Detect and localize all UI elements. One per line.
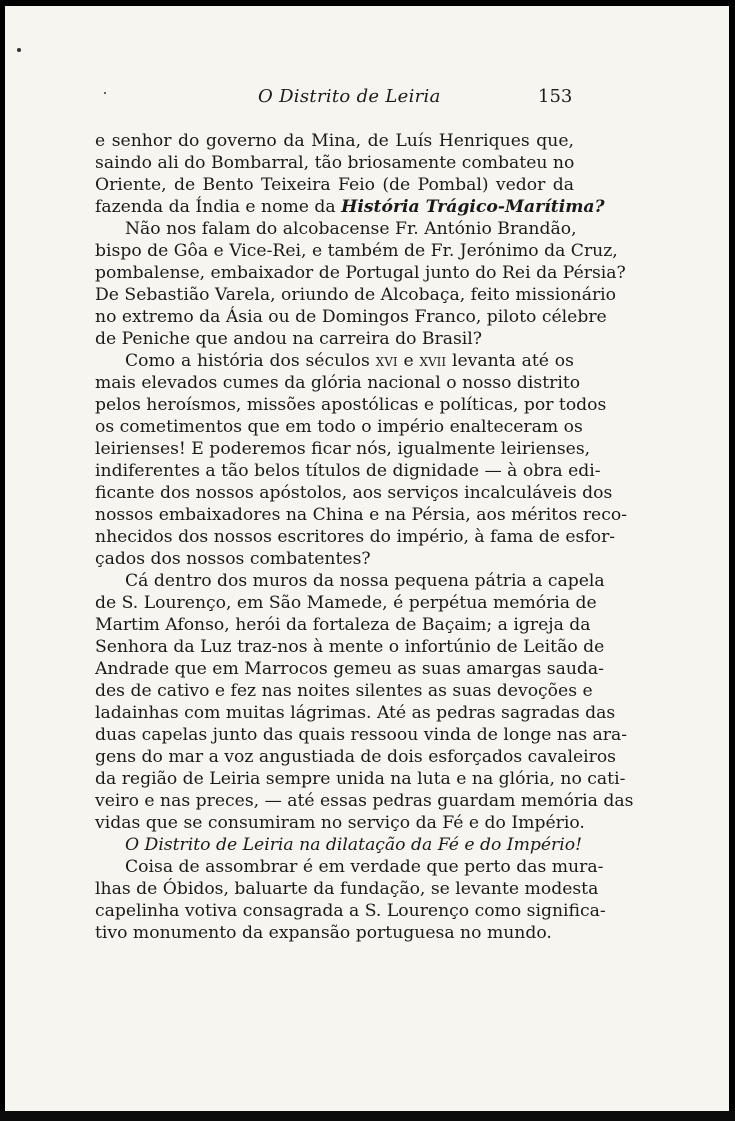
text-line: duas capelas junto das quais ressoou vinda de longe nas ara- (95, 725, 628, 745)
text-line: pelos heroísmos, missões apostólicas e políticas, por todos (95, 395, 607, 415)
text-line: çados dos nossos combatentes? (95, 549, 371, 569)
text-line: nossos embaixadores na China e na Pérsia, aos méritos reco- (95, 505, 627, 525)
text-line: Martim Afonso, herói da fortaleza de Baçaim; a igreja da (95, 615, 591, 635)
text-line: nhecidos dos nossos escritores do império, à fama de esfor- (95, 527, 616, 547)
text-line: veiro e nas preces, — até essas pedras guardam memória das (95, 791, 634, 811)
text-fragment: Como a história dos séculos (125, 351, 370, 371)
scan-border-bottom (0, 1111, 735, 1121)
text-line: vidas que se consumiram no serviço da Fé e do Império. (95, 813, 585, 833)
text-line: e senhor do governo da Mina, de Luís Henriques que, (95, 131, 574, 151)
text-line: leirienses! E poderemos ficar nós, igualmente leirienses, (95, 439, 591, 459)
text-line: capelinha votiva consagrada a S. Lourenço como significa- (95, 901, 606, 921)
text-line-italic: O Distrito de Leiria na dilatação da Fé e do Império! (125, 835, 583, 855)
body-text (95, 130, 634, 944)
text-line: ficante dos nossos apóstolos, aos serviços incalculáveis dos (95, 483, 613, 503)
text-line: indiferentes a tão belos títulos de dignidade — à obra edi- (95, 461, 601, 481)
text-line: saindo ali do Bombarral, tão briosamente combateu no (95, 153, 575, 173)
text-line: lhas de Óbidos, baluarte da fundação, se levante modesta (95, 879, 599, 899)
text-line: mais elevados cumes da glória nacional o nosso distrito (95, 373, 581, 393)
text-line: no extremo da Ásia ou de Domingos Franco, piloto célebre (95, 307, 607, 327)
text-line: de S. Lourenço, em São Mamede, é perpétua memória de (95, 593, 597, 613)
century-numeral: xvii (419, 351, 447, 371)
page-speck (17, 48, 21, 52)
text-line: os cometimentos que em todo o império enalteceram os (95, 417, 583, 437)
text-line: Coisa de assombrar é em verdade que perto das mura- (125, 857, 604, 877)
page-number: 153 (538, 86, 573, 107)
text-line: pombalense, embaixador de Portugal junto do Rei da Pérsia? (95, 263, 626, 283)
text-line: ladainhas com muitas lágrimas. Até as pedras sagradas das (95, 703, 616, 723)
text-line: tivo monumento da expansão portuguesa no mundo. (95, 923, 552, 943)
text-line: gens do mar a voz angustiada de dois esforçados cavaleiros (95, 747, 616, 767)
text-line: Senhora da Luz traz-nos à mente o infortúnio de Leitão de (95, 637, 605, 657)
text-line: Oriente, de Bento Teixeira Feio (de Pombal) vedor da (95, 175, 574, 195)
century-numeral: xvi (375, 351, 398, 371)
text-line: Cá dentro dos muros da nossa pequena pátria a capela (125, 571, 605, 591)
text-fragment: e (403, 351, 414, 371)
book-title: História Trágico-Marítima? (341, 197, 605, 217)
text-line: bispo de Gôa e Vice-Rei, e também de Fr. Jerónimo da Cruz, (95, 241, 618, 261)
text-fragment: levanta até os (451, 351, 574, 371)
text-line (95, 350, 574, 372)
text-line: Não nos falam do alcobacense Fr. António Brandão, (125, 219, 577, 239)
text-line: de Peniche que andou na carreira do Brasil? (95, 329, 483, 349)
book-page (5, 6, 729, 1111)
text-line: da região de Leiria sempre unida na luta e na glória, no cati- (95, 769, 626, 789)
text-line: Andrade que em Marrocos gemeu as suas amargas sauda- (95, 659, 604, 679)
text-line: des de cativo e fez nas noites silentes as suas devoções e (95, 681, 593, 701)
text-line: De Sebastião Varela, oriundo de Alcobaça, feito missionário (95, 285, 617, 305)
running-title: O Distrito de Leiria (258, 86, 441, 107)
running-header (5, 86, 729, 110)
text-line (95, 196, 605, 218)
text-fragment: fazenda da Índia e nome da (95, 197, 336, 217)
